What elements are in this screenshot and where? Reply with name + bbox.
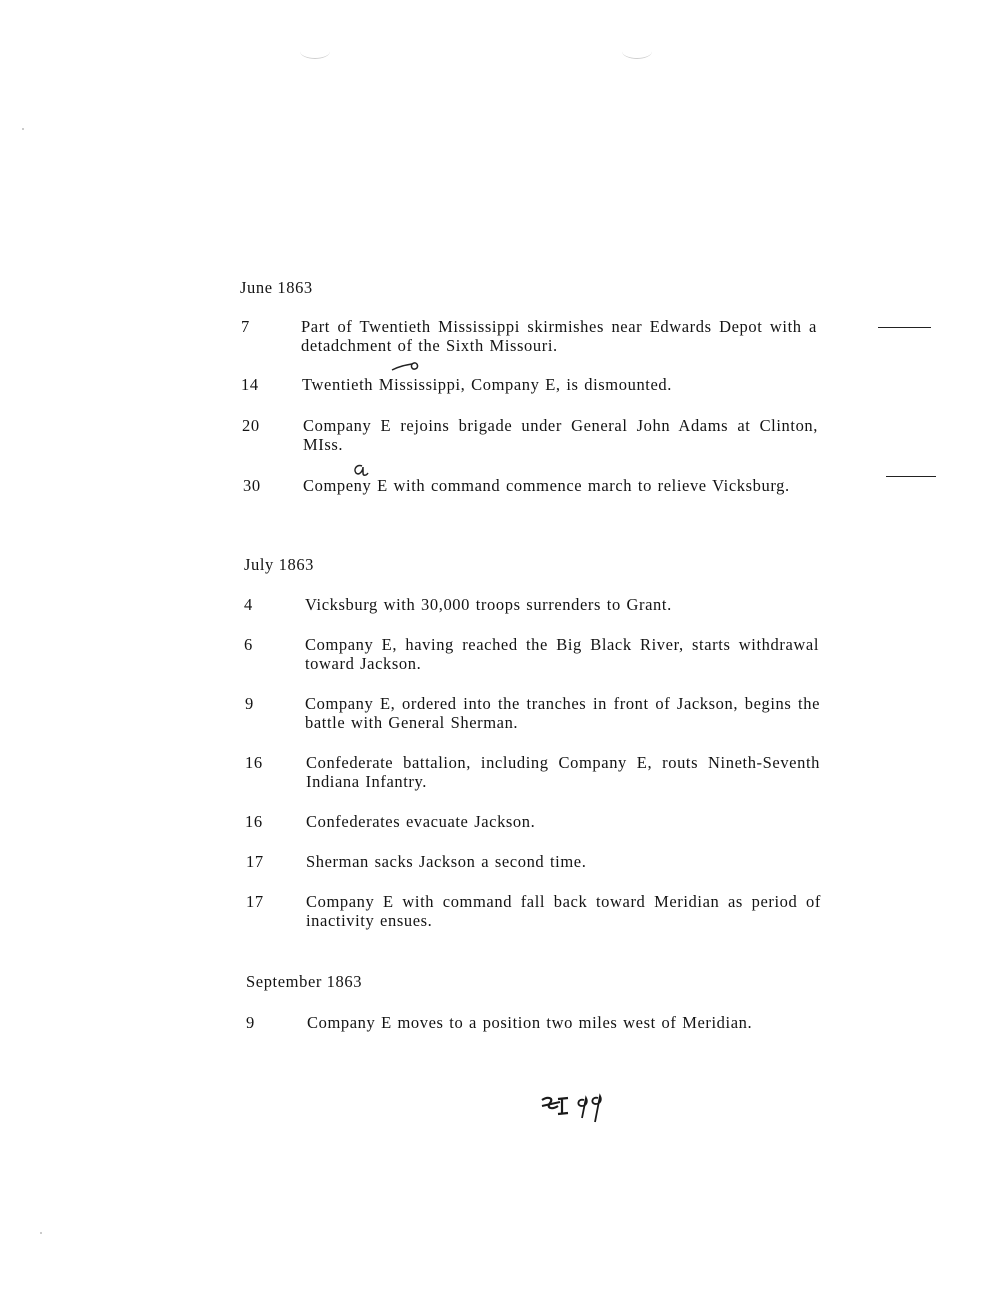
- entry-text: Twentieth Mississippi, Company E, is dismounted.: [302, 375, 672, 394]
- entry-text: Company E rejoins brigade under General John Adams at Clinton, MIss.: [303, 416, 818, 454]
- month-heading-september: September 1863: [246, 972, 363, 991]
- entry-day: 17: [246, 892, 264, 911]
- entry-text: Company E moves to a position two miles west of Meridian.: [307, 1013, 753, 1032]
- scan-speck: [22, 128, 24, 130]
- entry-day: 14: [241, 375, 259, 394]
- margin-line-mark: [878, 327, 931, 328]
- margin-line-mark: [886, 476, 936, 477]
- entry-text: Part of Twentieth Mississippi skirmishes near Edwards Depot with a detadchment of the Sixth Missouri.: [301, 317, 817, 355]
- entry-day: 20: [242, 416, 260, 435]
- entry-day: 30: [243, 476, 261, 495]
- entry-text: Sherman sacks Jackson a second time.: [306, 852, 587, 871]
- entry-day: 9: [246, 1013, 255, 1032]
- entry-text: Company E with command fall back toward Meridian as period of inactivity ensues.: [306, 892, 821, 930]
- entry-day: 17: [246, 852, 264, 871]
- entry-day: 16: [245, 812, 263, 831]
- entry-day: 6: [244, 635, 253, 654]
- handwritten-letter-a-icon: [350, 461, 370, 479]
- entry-text: Company E, ordered into the tranches in front of Jackson, begins the battle with General Sherman.: [305, 694, 820, 732]
- punch-hole-mark: [622, 44, 652, 59]
- entry-text: Confederate battalion, including Company E, routs Nineth-Seventh Indiana Infantry.: [306, 753, 820, 791]
- entry-day: 9: [245, 694, 254, 713]
- entry-day: 16: [245, 753, 263, 772]
- month-heading-june: June 1863: [240, 278, 313, 297]
- entry-day: 7: [241, 317, 250, 336]
- handwritten-page-number: [538, 1090, 608, 1128]
- handwritten-correction-mark: [390, 352, 430, 374]
- scan-speck: [40, 1232, 42, 1234]
- entry-text: Confederates evacuate Jackson.: [306, 812, 536, 831]
- entry-text: Company E, having reached the Big Black River, starts withdrawal toward Jackson.: [305, 635, 819, 673]
- entry-day: 4: [244, 595, 253, 614]
- month-heading-july: July 1863: [244, 555, 315, 574]
- entry-text: Compeny E with command commence march to relieve Vicksburg.: [303, 476, 790, 495]
- punch-hole-mark: [300, 44, 330, 59]
- entry-text: Vicksburg with 30,000 troops surrenders to Grant.: [305, 595, 672, 614]
